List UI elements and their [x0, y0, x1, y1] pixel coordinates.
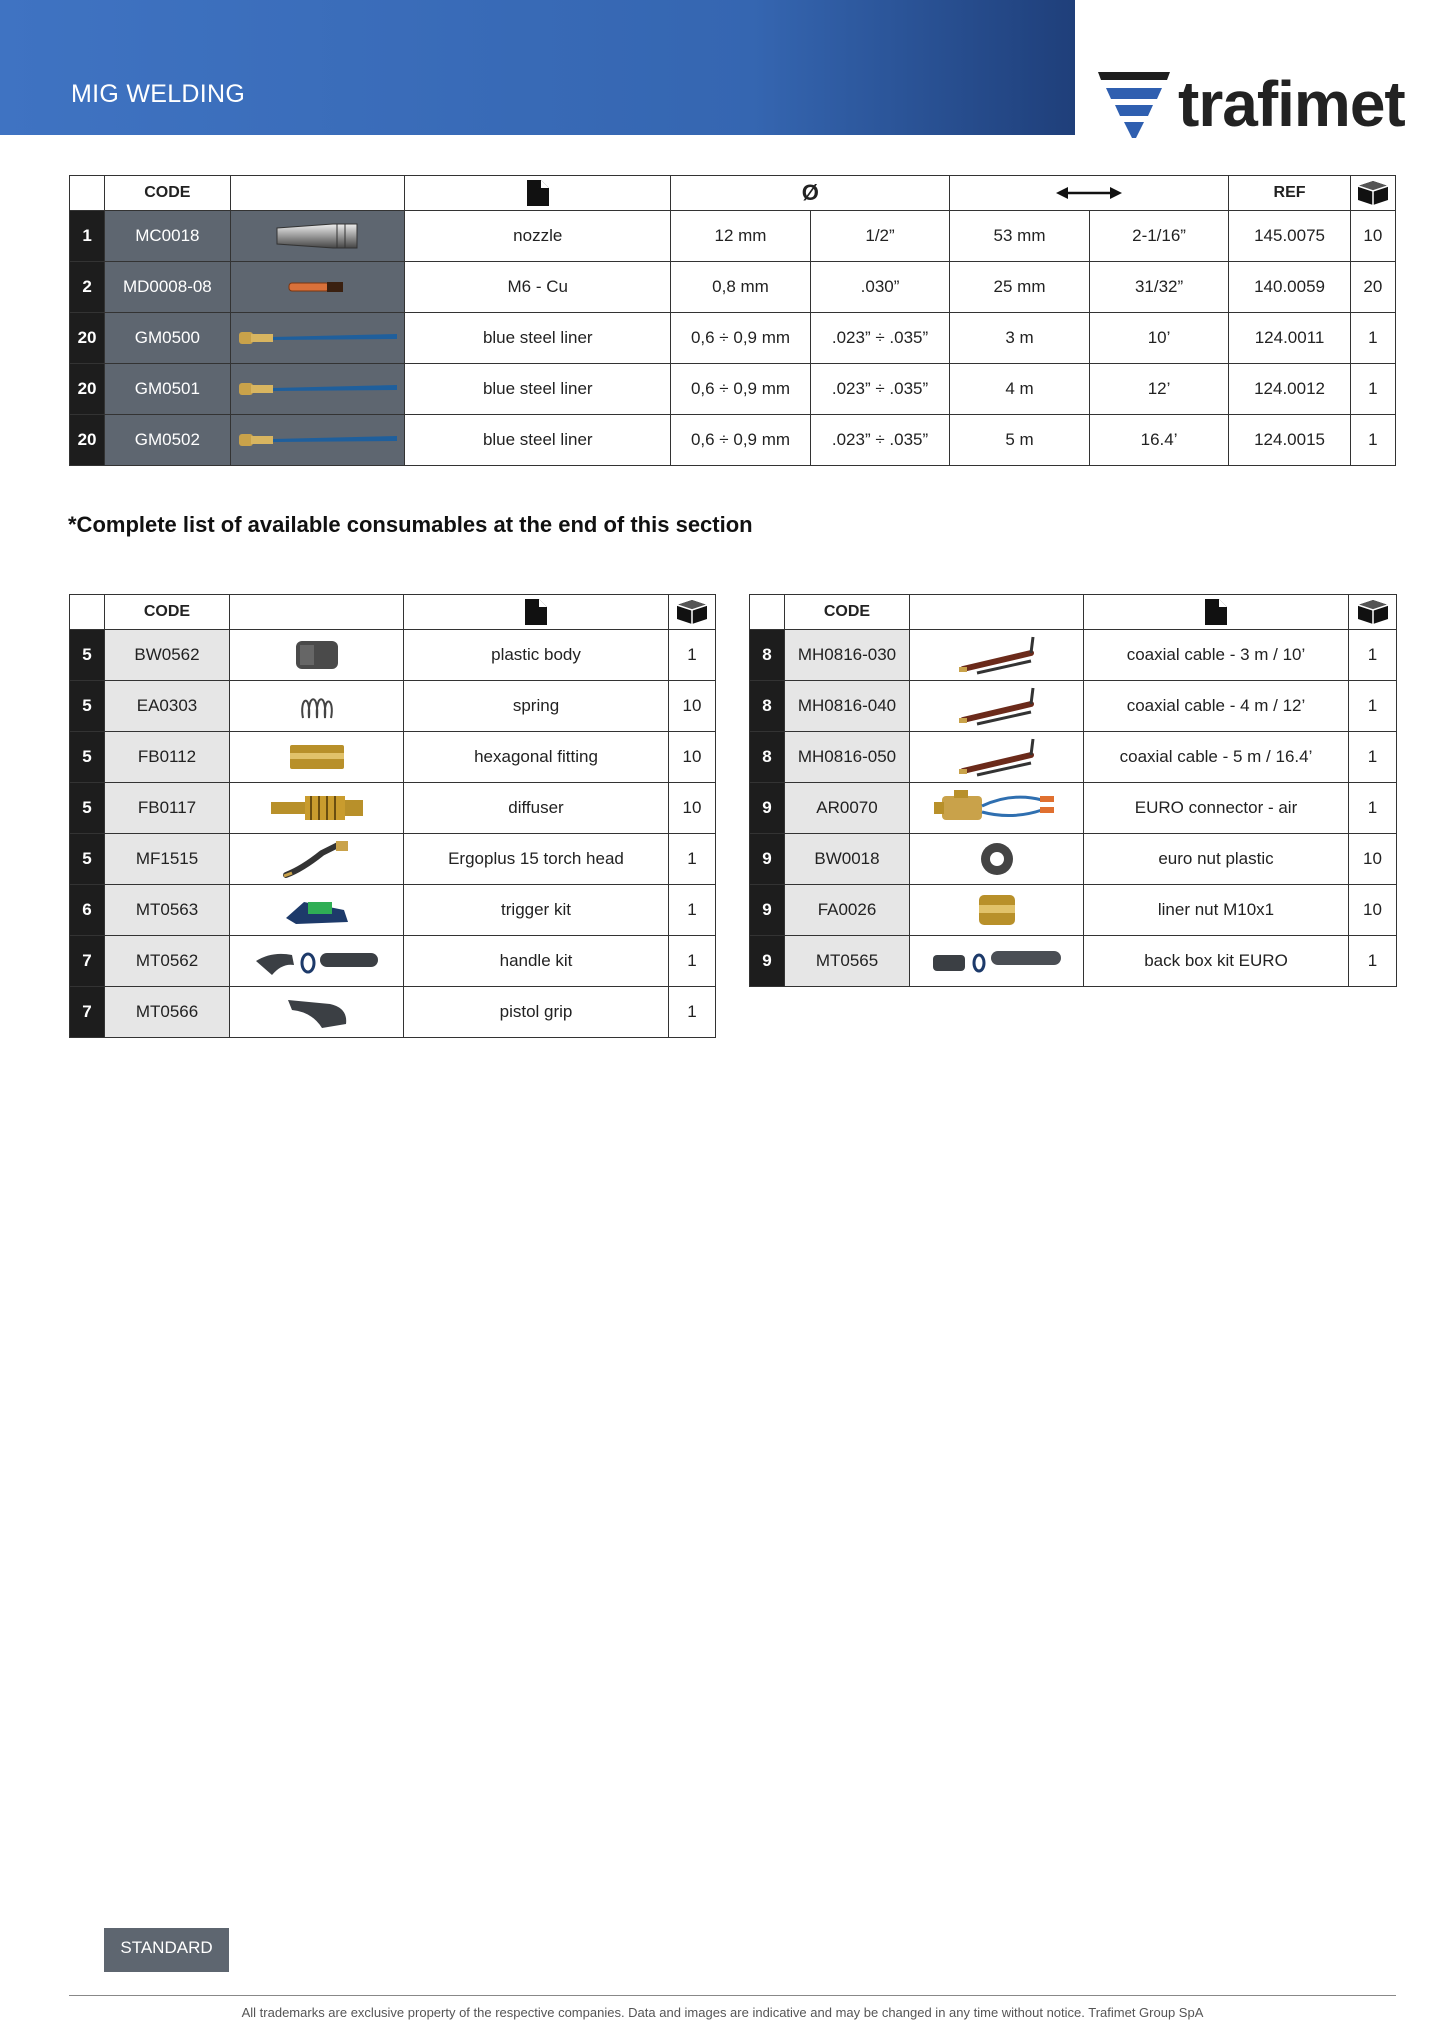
table-row: [750, 936, 1397, 987]
row-number: 5: [70, 681, 105, 732]
header-band: [0, 0, 1075, 135]
footer-divider: [69, 1995, 1396, 1996]
diameter-mm: 0,6 ÷ 0,9 mm: [671, 313, 811, 364]
diameter-in: .023” ÷ .035”: [810, 415, 950, 466]
length-imperial: 2-1/16”: [1089, 211, 1229, 262]
table-row: [750, 783, 1397, 834]
coaxial-cable-image: [910, 681, 1084, 732]
box-qty-header: [669, 595, 716, 630]
num-header: [70, 176, 105, 211]
diameter-in: 1/2”: [810, 211, 950, 262]
row-number: 5: [70, 732, 105, 783]
description: coaxial cable - 4 m / 12’: [1084, 681, 1349, 732]
box-quantity: 1: [669, 885, 716, 936]
document-icon: [1205, 599, 1227, 625]
product-code: MH0816-050: [785, 732, 910, 783]
box-quantity: 1: [669, 987, 716, 1038]
product-code: GM0501: [105, 364, 230, 415]
torch-head-image: [230, 834, 404, 885]
description: hexagonal fitting: [404, 732, 669, 783]
box-quantity: 10: [669, 681, 716, 732]
contact-tip-image: [230, 262, 405, 313]
image-header: [230, 595, 404, 630]
box-quantity: 10: [669, 783, 716, 834]
length-imperial: 31/32”: [1089, 262, 1229, 313]
table-row: [70, 936, 716, 987]
product-code: MH0816-040: [785, 681, 910, 732]
num-header: [750, 595, 785, 630]
coaxial-cable-image: [910, 630, 1084, 681]
row-number: 7: [70, 936, 105, 987]
description: EURO connector - air: [1084, 783, 1349, 834]
diameter-in: .030”: [810, 262, 950, 313]
box-quantity: 1: [669, 630, 716, 681]
table-row: [750, 732, 1397, 783]
handle-kit-image: [230, 936, 404, 987]
logo-mark-icon: [1098, 72, 1170, 138]
description: blue steel liner: [405, 364, 671, 415]
row-number: 9: [750, 936, 785, 987]
table-row: [70, 681, 716, 732]
image-header: [910, 595, 1084, 630]
row-number: 5: [70, 834, 105, 885]
box-quantity: 20: [1350, 262, 1395, 313]
table-row: [70, 313, 1396, 364]
product-code: EA0303: [105, 681, 230, 732]
row-number: 2: [70, 262, 105, 313]
table-row: [70, 630, 716, 681]
standard-tab: STANDARD: [104, 1928, 229, 1972]
row-number: 6: [70, 885, 105, 936]
table-row: [750, 630, 1397, 681]
box-icon: [1356, 599, 1390, 625]
box-quantity: 1: [669, 834, 716, 885]
document-icon: [525, 599, 547, 625]
description: diffuser: [404, 783, 669, 834]
description: coaxial cable - 5 m / 16.4’: [1084, 732, 1349, 783]
diameter-header: Ø: [671, 176, 950, 211]
double-arrow-icon: [1056, 184, 1122, 202]
description: M6 - Cu: [405, 262, 671, 313]
product-code: BW0562: [105, 630, 230, 681]
box-quantity: 1: [1349, 681, 1397, 732]
description: back box kit EURO: [1084, 936, 1349, 987]
box-quantity: 1: [1350, 313, 1395, 364]
row-number: 7: [70, 987, 105, 1038]
table-row: [750, 885, 1397, 936]
description: liner nut M10x1: [1084, 885, 1349, 936]
diameter-mm: 0,6 ÷ 0,9 mm: [671, 415, 811, 466]
box-quantity: 1: [1350, 364, 1395, 415]
consumables-note: *Complete list of available consumables at the end of this section: [68, 512, 753, 537]
footer-disclaimer: All trademarks are exclusive property of the respective companies. Data and images are indicative and may be changed in any time without notice. Trafimet Group SpA: [241, 2005, 1204, 2020]
box-quantity: 1: [1349, 732, 1397, 783]
box-quantity: 10: [1349, 885, 1397, 936]
description: pistol grip: [404, 987, 669, 1038]
liner-image: [230, 364, 405, 415]
product-code: MH0816-030: [785, 630, 910, 681]
table-row: [70, 885, 716, 936]
trigger-kit-image: [230, 885, 404, 936]
box-quantity: 10: [1349, 834, 1397, 885]
table-row: [70, 415, 1396, 466]
description: nozzle: [405, 211, 671, 262]
right-parts-table: [749, 594, 1397, 987]
table-header-row: [750, 595, 1397, 630]
table-row: [750, 681, 1397, 732]
diffuser-image: [230, 783, 404, 834]
row-number: 20: [70, 364, 105, 415]
left-parts-table: [69, 594, 716, 1038]
table-row: [70, 211, 1396, 262]
description: trigger kit: [404, 885, 669, 936]
row-number: 9: [750, 885, 785, 936]
row-number: 5: [70, 783, 105, 834]
product-code: FA0026: [785, 885, 910, 936]
code-header: CODE: [785, 595, 910, 630]
row-number: 9: [750, 834, 785, 885]
product-code: MF1515: [105, 834, 230, 885]
description: coaxial cable - 3 m / 10’: [1084, 630, 1349, 681]
diameter-mm: 0,8 mm: [671, 262, 811, 313]
box-quantity: 1: [669, 936, 716, 987]
diameter-mm: 0,6 ÷ 0,9 mm: [671, 364, 811, 415]
box-quantity: 1: [1349, 936, 1397, 987]
euro-nut-image: [910, 834, 1084, 885]
description: plastic body: [404, 630, 669, 681]
page-title: MIG WELDING: [71, 80, 246, 108]
nozzle-image: [230, 211, 405, 262]
length-header: [950, 176, 1229, 211]
box-qty-header: [1350, 176, 1395, 211]
ref-header: REF: [1229, 176, 1350, 211]
description: spring: [404, 681, 669, 732]
description: blue steel liner: [405, 313, 671, 364]
product-code: GM0500: [105, 313, 230, 364]
hex-fitting-image: [230, 732, 404, 783]
length-metric: 4 m: [950, 364, 1090, 415]
table-row: [70, 364, 1396, 415]
table-header-row: [70, 595, 716, 630]
row-number: 8: [750, 681, 785, 732]
description: handle kit: [404, 936, 669, 987]
product-code: AR0070: [785, 783, 910, 834]
description-header: [1084, 595, 1349, 630]
spring-image: [230, 681, 404, 732]
table-row: [70, 732, 716, 783]
ref-number: 124.0012: [1229, 364, 1350, 415]
description-header: [405, 176, 671, 211]
code-header: CODE: [105, 176, 230, 211]
table-row: [70, 987, 716, 1038]
table-row: [70, 783, 716, 834]
box-icon: [675, 599, 709, 625]
box-icon: [1356, 180, 1390, 206]
description: blue steel liner: [405, 415, 671, 466]
box-quantity: 10: [1350, 211, 1395, 262]
product-code: FB0117: [105, 783, 230, 834]
length-metric: 5 m: [950, 415, 1090, 466]
length-metric: 25 mm: [950, 262, 1090, 313]
box-quantity: 10: [669, 732, 716, 783]
description-header: [404, 595, 669, 630]
ref-number: 140.0059: [1229, 262, 1350, 313]
coaxial-cable-image: [910, 732, 1084, 783]
product-code: BW0018: [785, 834, 910, 885]
length-metric: 53 mm: [950, 211, 1090, 262]
product-code: MC0018: [105, 211, 230, 262]
euro-connector-image: [910, 783, 1084, 834]
pistol-grip-image: [230, 987, 404, 1038]
trafimet-logo: [1098, 68, 1405, 140]
diameter-mm: 12 mm: [671, 211, 811, 262]
main-parts-table: [69, 175, 1396, 466]
product-code: MT0563: [105, 885, 230, 936]
length-imperial: 12’: [1089, 364, 1229, 415]
document-icon: [527, 180, 549, 206]
row-number: 20: [70, 313, 105, 364]
product-code: MT0566: [105, 987, 230, 1038]
liner-image: [230, 415, 405, 466]
code-header: CODE: [105, 595, 230, 630]
ref-number: 124.0011: [1229, 313, 1350, 364]
diameter-in: .023” ÷ .035”: [810, 364, 950, 415]
description: Ergoplus 15 torch head: [404, 834, 669, 885]
row-number: 8: [750, 630, 785, 681]
product-code: MT0565: [785, 936, 910, 987]
row-number: 1: [70, 211, 105, 262]
liner-nut-image: [910, 885, 1084, 936]
length-metric: 3 m: [950, 313, 1090, 364]
product-code: MT0562: [105, 936, 230, 987]
num-header: [70, 595, 105, 630]
row-number: 5: [70, 630, 105, 681]
table-header-row: [70, 176, 1396, 211]
description: euro nut plastic: [1084, 834, 1349, 885]
row-number: 9: [750, 783, 785, 834]
row-number: 8: [750, 732, 785, 783]
liner-image: [230, 313, 405, 364]
length-imperial: 10’: [1089, 313, 1229, 364]
table-row: [750, 834, 1397, 885]
product-code: FB0112: [105, 732, 230, 783]
ref-number: 124.0015: [1229, 415, 1350, 466]
box-quantity: 1: [1349, 783, 1397, 834]
back-box-kit-image: [910, 936, 1084, 987]
product-code: MD0008-08: [105, 262, 230, 313]
logo-text: trafimet: [1178, 68, 1405, 140]
box-quantity: 1: [1349, 630, 1397, 681]
box-qty-header: [1349, 595, 1397, 630]
image-header: [230, 176, 405, 211]
plastic-body-image: [230, 630, 404, 681]
ref-number: 145.0075: [1229, 211, 1350, 262]
diameter-in: .023” ÷ .035”: [810, 313, 950, 364]
row-number: 20: [70, 415, 105, 466]
product-code: GM0502: [105, 415, 230, 466]
length-imperial: 16.4’: [1089, 415, 1229, 466]
table-row: [70, 834, 716, 885]
table-row: [70, 262, 1396, 313]
box-quantity: 1: [1350, 415, 1395, 466]
